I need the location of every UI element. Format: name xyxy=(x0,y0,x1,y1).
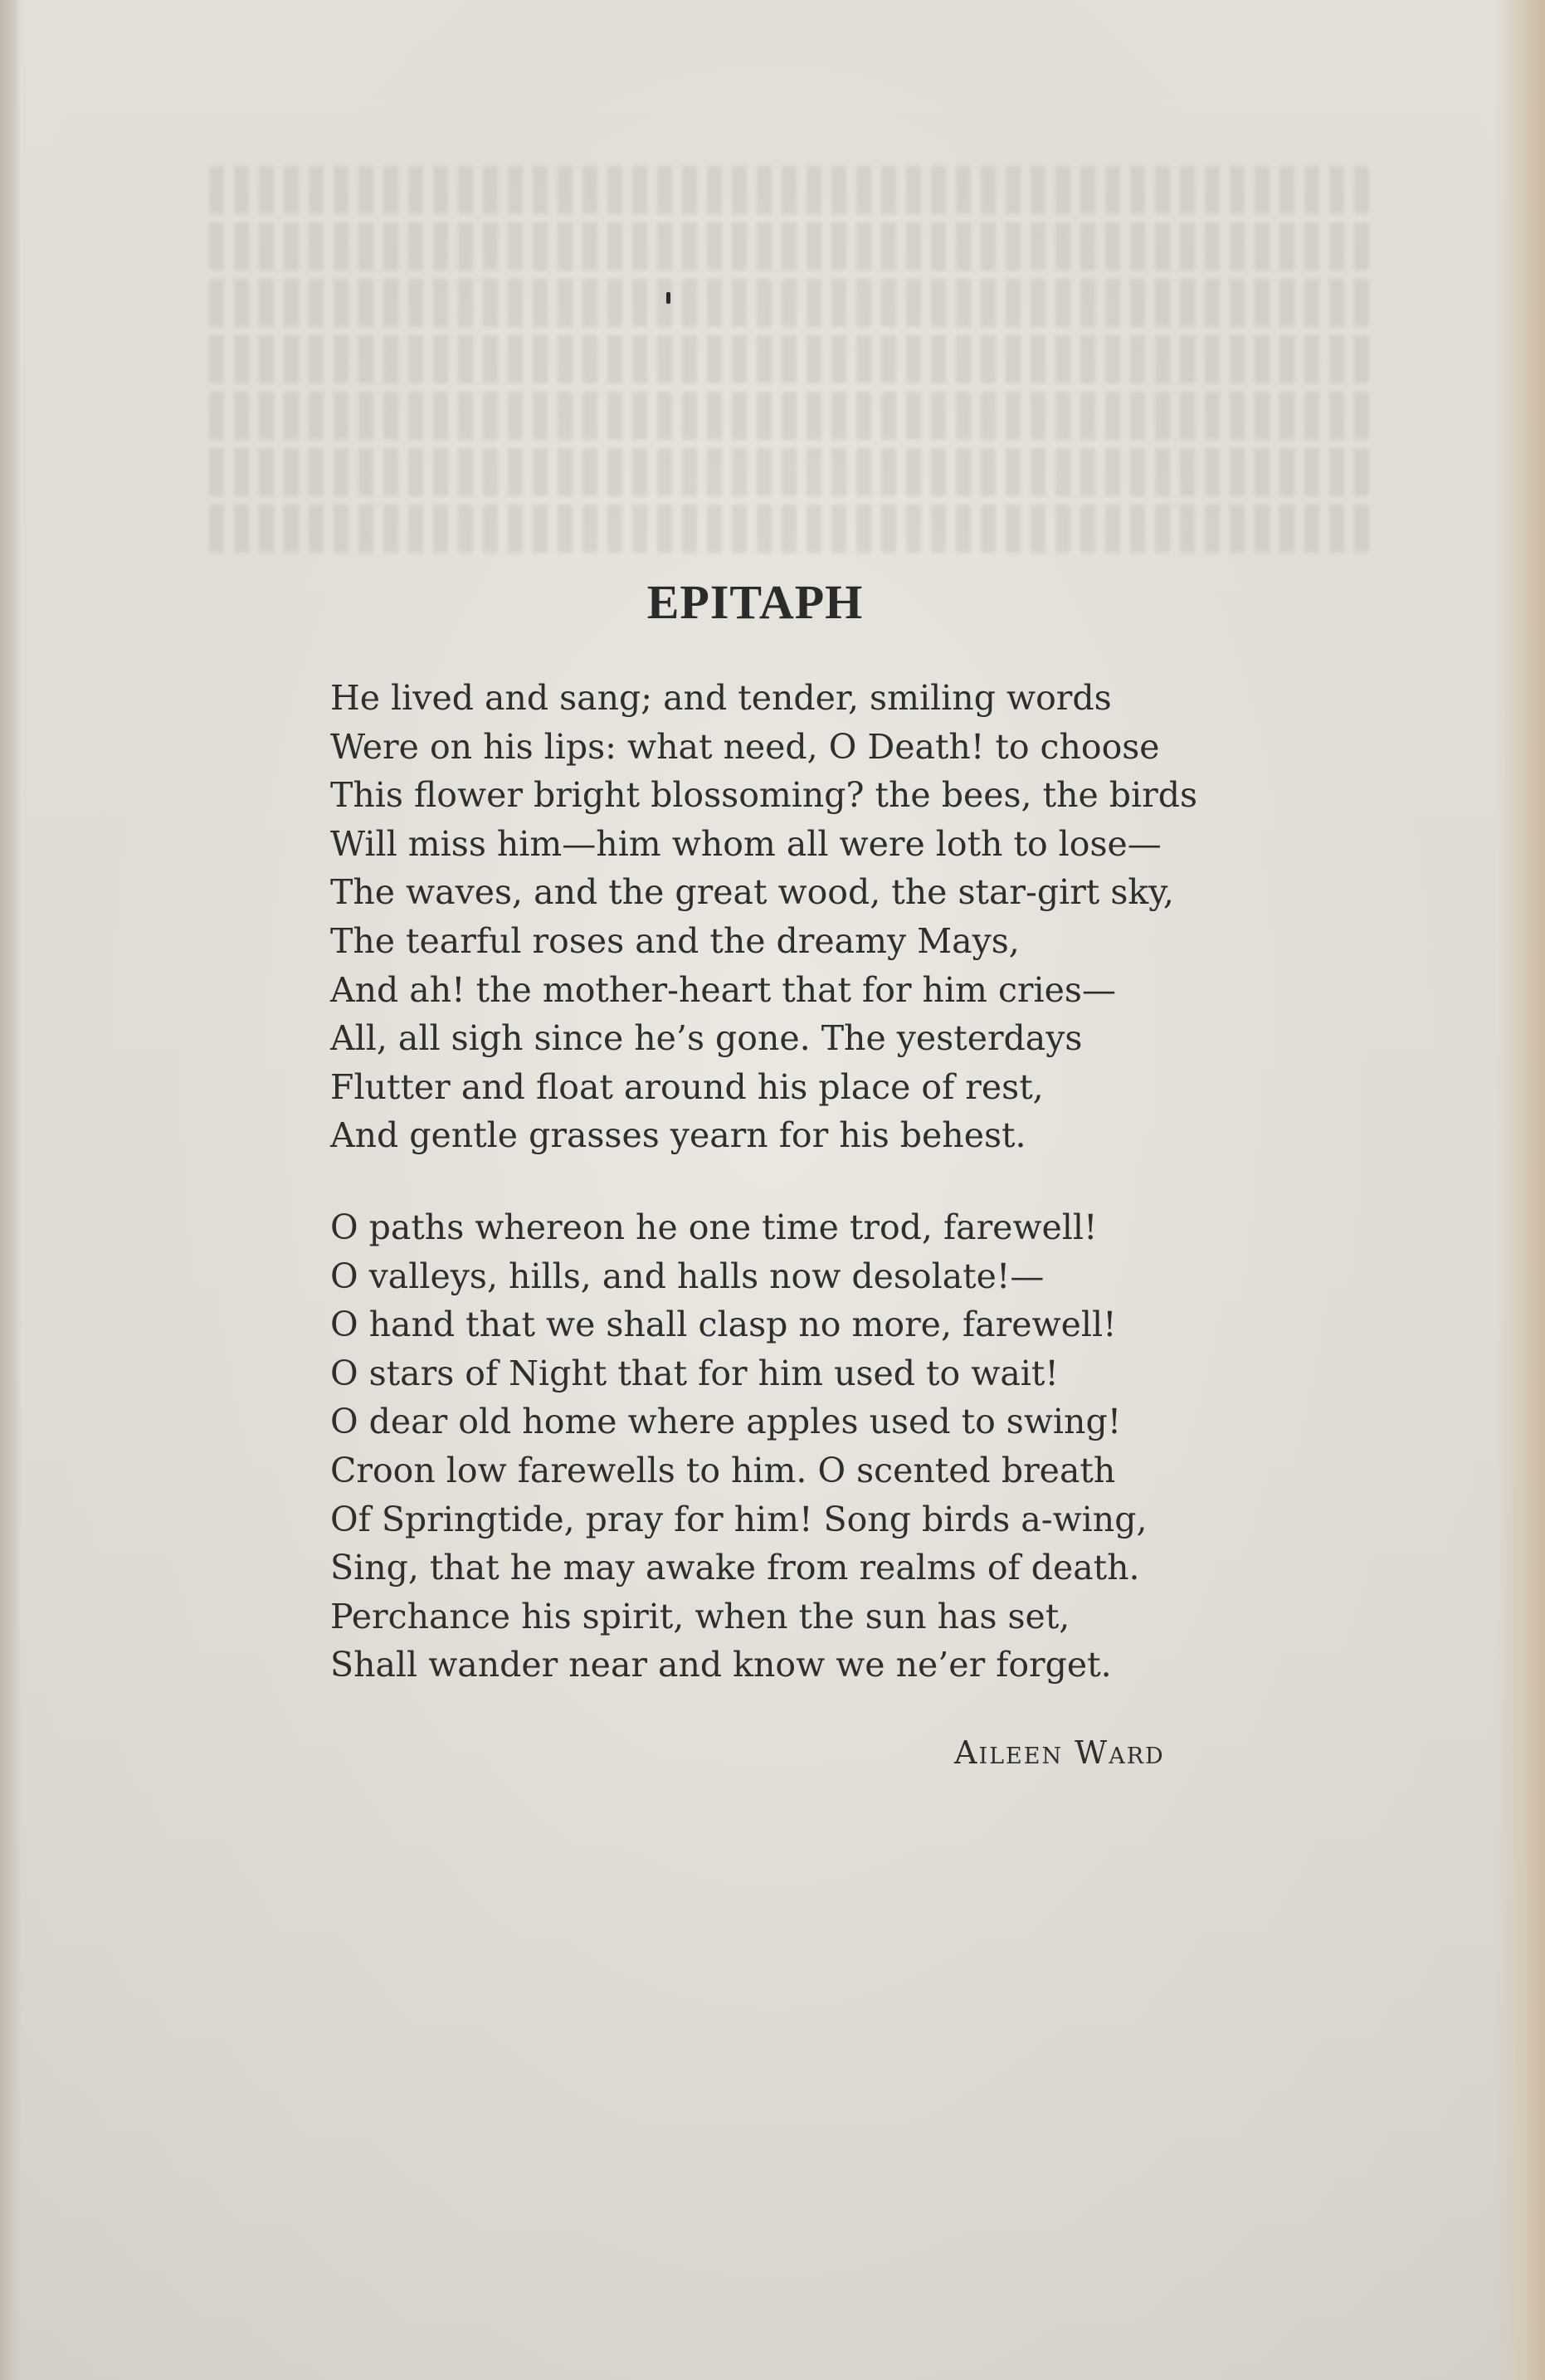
page-right-edge xyxy=(1495,0,1545,2380)
ink-speck xyxy=(666,292,670,304)
poem-line: The tearful roses and the dreamy Mays, xyxy=(330,920,1020,961)
poem-line: Shall wander near and know we ne’er forget. xyxy=(330,1645,1112,1685)
poem-line: Perchance his spirit, when the sun has set, xyxy=(330,1596,1070,1636)
poem-line: The waves, and the great wood, the star-girt sky, xyxy=(330,872,1174,913)
poem-line: O dear old home where apples used to swing! xyxy=(330,1402,1122,1442)
poem-line: He lived and sang; and tender, smiling words xyxy=(330,678,1112,718)
poem-line: And ah! the mother-heart that for him cries— xyxy=(330,969,1116,1010)
poem-line: All, all sigh since he’s gone. The yesterdays xyxy=(330,1018,1083,1059)
stanza-2 xyxy=(330,1203,1309,1690)
poem-body xyxy=(330,674,1309,1690)
poem-line: Will miss him—him whom all were loth to lose— xyxy=(330,823,1162,864)
poem-line: O paths whereon he one time trod, farewell! xyxy=(330,1207,1098,1247)
poem-title: EPITAPH xyxy=(646,575,864,629)
bleed-through-text xyxy=(207,166,1369,631)
poem-line: O valleys, hills, and halls now desolate!— xyxy=(330,1256,1045,1296)
page-left-edge xyxy=(0,0,22,2380)
stanza-1 xyxy=(330,674,1309,1160)
poem-line: Flutter and float around his place of rest, xyxy=(330,1066,1044,1107)
poem-line: Croon low farewells to him. O scented breath xyxy=(330,1450,1116,1490)
poem-line: Sing, that he may awake from realms of death. xyxy=(330,1548,1140,1588)
poem-line: O stars of Night that for him used to wait! xyxy=(330,1353,1059,1393)
author-byline: Aileen Ward xyxy=(954,1734,1165,1771)
poem-line: This flower bright blossoming? the bees, the birds xyxy=(330,775,1198,816)
poem-line: And gentle grasses yearn for his behest. xyxy=(330,1115,1026,1156)
poem-line: Were on his lips: what need, O Death! to choose xyxy=(330,726,1160,767)
poem-line: O hand that we shall clasp no more, farewell! xyxy=(330,1305,1117,1345)
poem-line: Of Springtide, pray for him! Song birds a-wing, xyxy=(330,1499,1148,1539)
